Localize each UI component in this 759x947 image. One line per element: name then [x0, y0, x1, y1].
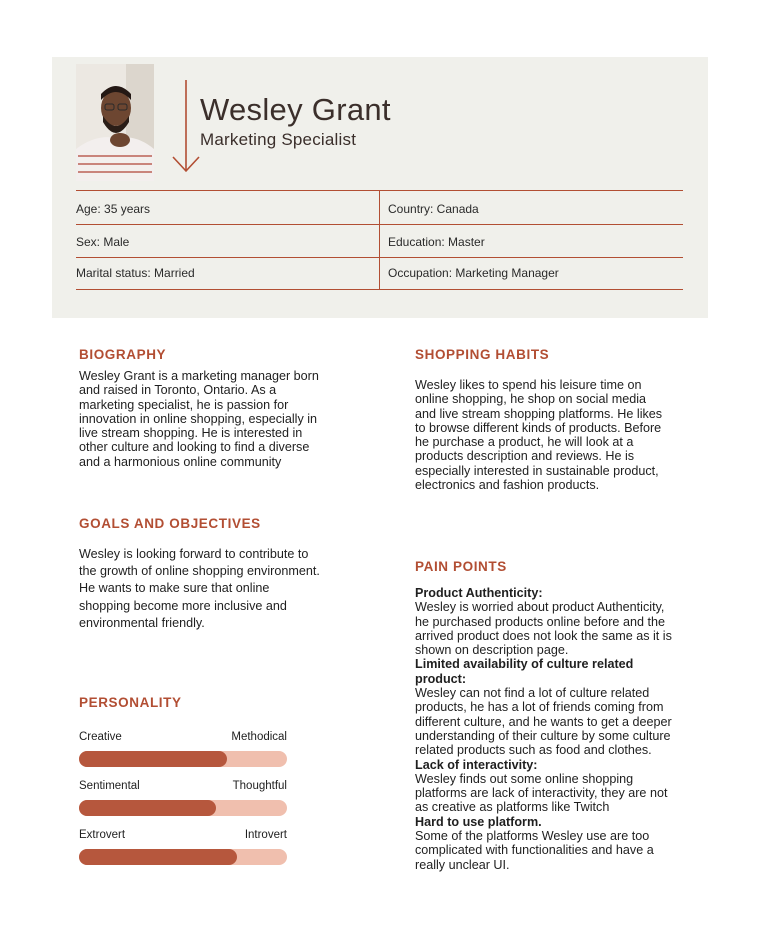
info-country: Country: Canada	[388, 202, 479, 216]
pain-points-title: PAIN POINTS	[415, 559, 507, 574]
pain-point-text: Wesley can not find a lot of culture related products, he has a lot of friends coming from different culture, and he wants to get a deeper understanding of their culture by some culture related products such as food and clothes.	[415, 686, 672, 758]
info-age: Age: 35 years	[76, 202, 151, 216]
trait-bar	[79, 849, 287, 865]
info-education: Education: Master	[388, 235, 485, 249]
profile-photo	[76, 64, 154, 181]
biography-title: BIOGRAPHY	[79, 347, 167, 362]
info-occupation: Occupation: Marketing Manager	[388, 266, 559, 280]
pain-point-title: Lack of interactivity:	[415, 757, 538, 772]
pain-point-title: Hard to use platform.	[415, 814, 542, 829]
arrow-down-icon	[171, 80, 201, 175]
shopping-habits-text: Wesley likes to spend his leisure time on online shopping, he shop on social media and live stream shopping platforms. He likes to browse different kinds of products. Before he purchase a product, he will look at a products description and reviews. He is especially interested in sustainable product, electronics and fashion products.	[415, 378, 663, 493]
pain-point-title: Product Authenticity:	[415, 586, 543, 600]
pain-point-text: Wesley is worried about product Authenticity, he purchased products online before and the arrived product does not look the same as it is shown on description page.	[415, 600, 672, 658]
table-column-divider	[379, 191, 380, 290]
trait-bar-fill	[79, 849, 237, 865]
trait-right-label: Thoughtful	[232, 780, 287, 792]
persona-name: Wesley Grant	[200, 92, 391, 127]
info-marital-status: Marital status: Married	[76, 266, 195, 280]
persona-role: Marketing Specialist	[200, 130, 357, 149]
trait-left-label: Extrovert	[79, 829, 126, 841]
pain-point-text: Wesley finds out some online shopping platforms are lack of interactivity, they are not as creative as platforms like Twitch	[415, 771, 668, 815]
trait-right-label: Introvert	[244, 829, 287, 841]
biography-text: Wesley Grant is a marketing manager born and raised in Toronto, Ontario. As a marketing specialist, he is passion for innovation in online shopping, especially in live stream shopping. He is interested in other culture and looking to find a diverse and a harmonious online community	[79, 369, 319, 469]
personality-title: PERSONALITY	[79, 695, 182, 710]
trait-bar	[79, 800, 287, 816]
shopping-habits-title: SHOPPING HABITS	[415, 347, 550, 362]
pain-point-text: Some of the platforms Wesley use are too complicated with functionalities and have a really unclear UI.	[415, 829, 654, 872]
trait-bar-fill	[79, 800, 216, 816]
trait-bar-fill	[79, 751, 227, 767]
trait-right-label: Methodical	[231, 731, 287, 743]
trait-left-label: Creative	[79, 731, 122, 743]
trait-bar	[79, 751, 287, 767]
pain-point-title: Limited availability of culture related product:	[415, 657, 634, 686]
info-sex: Sex: Male	[76, 235, 130, 249]
goals-text: Wesley is looking forward to contribute to the growth of online shopping environment. He wants to make sure that online shopping become more inclusive and environmental friendly.	[79, 547, 320, 630]
trait-left-label: Sentimental	[79, 780, 140, 792]
pain-points-list	[415, 586, 673, 872]
goals-title: GOALS AND OBJECTIVES	[79, 516, 261, 531]
